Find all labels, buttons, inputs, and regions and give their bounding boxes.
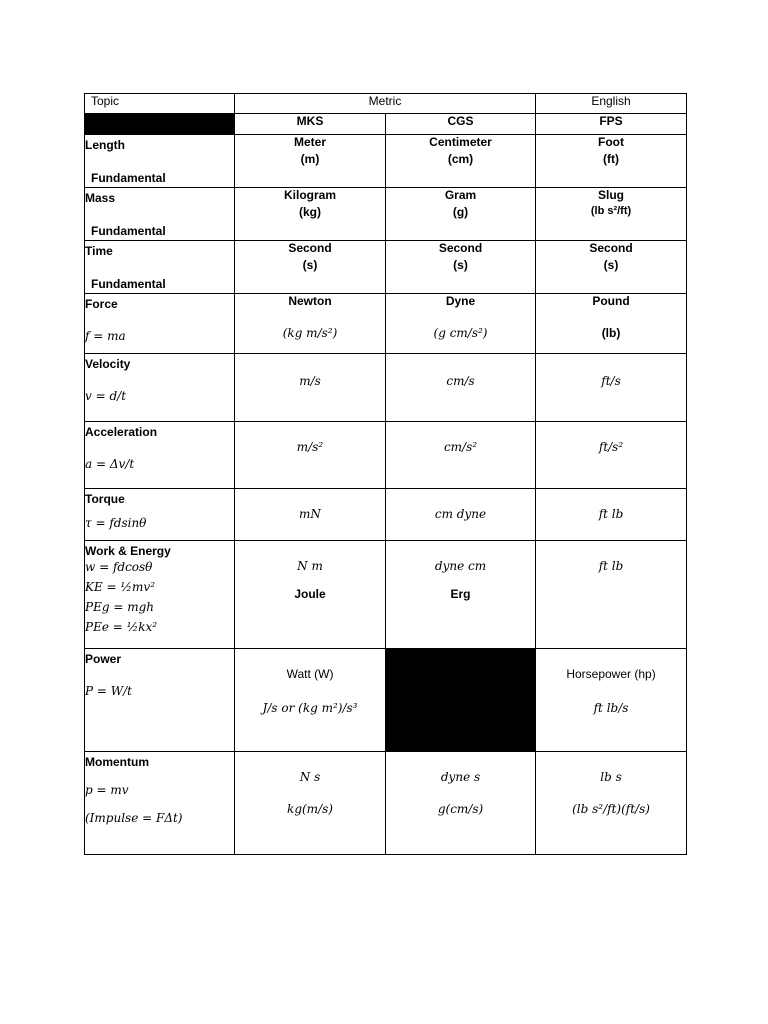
unit-expression: cm dyne	[434, 507, 487, 521]
unit-expression: dyne cm	[434, 559, 487, 573]
unit-name: Erg	[450, 587, 471, 601]
topic-formula: (Impulse = FΔt)	[85, 811, 183, 825]
fps-cell	[536, 541, 687, 649]
topic-name: Time	[85, 244, 113, 258]
unit-expression: N m	[297, 559, 323, 573]
unit-abbr: (s)	[603, 258, 619, 272]
fps-cell	[536, 135, 687, 188]
cgs-cell	[386, 489, 536, 541]
cgs-cell	[386, 354, 536, 422]
unit-name: Gram	[444, 188, 477, 202]
table-row-power	[85, 649, 687, 752]
topic-formula: KE = ½mv²	[85, 580, 156, 594]
topic-cell	[85, 489, 235, 541]
mks-cell	[235, 188, 386, 241]
unit-expression: g(cm/s)	[437, 802, 484, 816]
mks-cell	[235, 294, 386, 354]
unit-expression: dyne s	[440, 770, 481, 784]
unit-name: Watt (W)	[286, 667, 334, 681]
unit-abbr: (m)	[300, 152, 320, 166]
mks-cell	[235, 241, 386, 294]
mks-cell	[235, 752, 386, 855]
topic-name: Mass	[85, 191, 116, 205]
units-table	[84, 93, 687, 855]
table-row-work-energy	[85, 541, 687, 649]
unit-name: Joule	[294, 587, 326, 601]
table-row-momentum	[85, 752, 687, 855]
redacted-cell	[85, 114, 235, 135]
unit-expression: J/s or (kg m²)/s³	[262, 701, 358, 715]
topic-formula: v = d/t	[85, 389, 127, 403]
unit-expression: m/s²	[296, 440, 324, 454]
unit-expression: (kg m/s²)	[282, 326, 338, 340]
unit-abbr: (s)	[302, 258, 318, 272]
unit-name: Slug	[598, 188, 625, 202]
unit-expression: (lb)	[601, 326, 621, 340]
mks-cell	[235, 354, 386, 422]
unit-expression: ft lb	[598, 559, 624, 573]
unit-name: Pound	[592, 294, 630, 308]
fps-cell	[536, 354, 687, 422]
topic-formula: a = Δv/t	[85, 457, 135, 471]
table-row-velocity	[85, 354, 687, 422]
topic-formula: p = mv	[85, 783, 129, 797]
unit-abbr: (ft)	[603, 152, 619, 166]
unit-expression: m/s	[299, 374, 321, 388]
unit-expression: ft lb	[598, 507, 624, 521]
table-row-mass	[85, 188, 687, 241]
unit-name: Meter	[293, 135, 326, 149]
topic-formula: w = fdcosθ	[85, 560, 153, 574]
unit-expression: (g cm/s²)	[433, 326, 488, 340]
topic-formula: f = ma	[85, 329, 126, 343]
table-header-row	[85, 94, 687, 114]
table-row-acceleration	[85, 422, 687, 489]
topic-cell	[85, 354, 235, 422]
topic-formula: τ = fdsinθ	[85, 516, 147, 530]
fps-cell	[536, 422, 687, 489]
header-fps: FPS	[536, 114, 687, 135]
unit-expression: cm/s	[446, 374, 475, 388]
topic-subtitle: Fundamental	[91, 224, 166, 238]
unit-expression: ft/s²	[598, 440, 624, 454]
cgs-cell	[386, 541, 536, 649]
topic-name: Momentum	[85, 755, 149, 769]
redacted-cell	[386, 649, 536, 752]
topic-formula: P = W/t	[85, 684, 132, 698]
unit-expression: ft lb/s	[593, 701, 629, 715]
topic-cell	[85, 752, 235, 855]
fps-cell	[536, 649, 687, 752]
table-row-time	[85, 241, 687, 294]
topic-name: Length	[85, 138, 125, 152]
topic-cell	[85, 649, 235, 752]
unit-name: Second	[288, 241, 332, 255]
mks-cell	[235, 135, 386, 188]
cgs-cell	[386, 135, 536, 188]
topic-name: Torque	[85, 492, 125, 506]
cgs-cell	[386, 188, 536, 241]
table-row-length	[85, 135, 687, 188]
cgs-cell	[386, 422, 536, 489]
fps-cell	[536, 752, 687, 855]
unit-name: Dyne	[445, 294, 476, 308]
topic-name: Velocity	[85, 357, 131, 371]
mks-cell	[235, 489, 386, 541]
unit-name: Newton	[288, 294, 332, 308]
unit-expression: lb s	[600, 770, 622, 784]
header-metric: Metric	[235, 94, 536, 114]
topic-formula: PEg = mgh	[85, 600, 154, 614]
topic-cell	[85, 294, 235, 354]
unit-expression: N s	[299, 770, 321, 784]
topic-name: Power	[85, 652, 122, 666]
unit-name: Second	[438, 241, 483, 255]
header-topic: Topic	[85, 94, 235, 114]
topic-cell	[85, 541, 235, 649]
table-subheader-row	[85, 114, 687, 135]
unit-expression: mN	[299, 507, 321, 521]
fps-cell	[536, 188, 687, 241]
topic-name: Work & Energy	[85, 544, 171, 558]
unit-name: Second	[589, 241, 633, 255]
header-english: English	[536, 94, 687, 114]
cgs-cell	[386, 752, 536, 855]
mks-cell	[235, 541, 386, 649]
topic-subtitle: Fundamental	[91, 277, 166, 291]
unit-abbr: (s)	[453, 258, 468, 272]
unit-name: Centimeter	[429, 135, 492, 149]
topic-cell	[85, 241, 235, 294]
unit-abbr: (g)	[452, 205, 469, 219]
fps-cell	[536, 489, 687, 541]
topic-formula: PEe = ½kx²	[85, 620, 158, 634]
topic-cell	[85, 135, 235, 188]
table-row-force	[85, 294, 687, 354]
topic-cell	[85, 422, 235, 489]
mks-cell	[235, 649, 386, 752]
fps-cell	[536, 294, 687, 354]
header-cgs: CGS	[386, 114, 536, 135]
unit-expression: cm/s²	[443, 440, 478, 454]
mks-cell	[235, 422, 386, 489]
unit-expression: ft/s	[601, 374, 621, 388]
cgs-cell	[386, 241, 536, 294]
unit-name: Horsepower (hp)	[566, 667, 656, 681]
topic-subtitle: Fundamental	[91, 171, 166, 185]
unit-name: Foot	[598, 135, 625, 149]
unit-abbr: (lb s²/ft)	[590, 205, 632, 217]
cgs-cell	[386, 294, 536, 354]
topic-name: Force	[85, 297, 118, 311]
unit-expression: (lb s²/ft)(ft/s)	[572, 802, 650, 816]
topic-name: Acceleration	[85, 425, 158, 439]
header-mks: MKS	[235, 114, 386, 135]
unit-abbr: (kg)	[299, 205, 321, 219]
unit-name: Kilogram	[283, 188, 336, 202]
fps-cell	[536, 241, 687, 294]
unit-abbr: (cm)	[447, 152, 474, 166]
table-row-torque	[85, 489, 687, 541]
topic-cell	[85, 188, 235, 241]
unit-expression: kg(m/s)	[287, 802, 333, 816]
